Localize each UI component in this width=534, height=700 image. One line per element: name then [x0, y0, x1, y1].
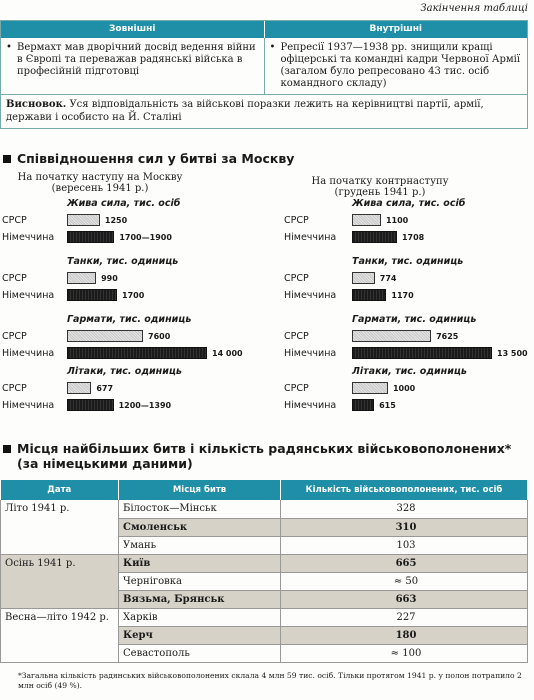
value-ussr: 990	[101, 274, 118, 283]
conclusion-text: Уся відповідальність за військові поразки лежить на керівництві партії, армії, держави і особисто на Й. Сталіні	[6, 99, 484, 123]
bar-germany	[352, 231, 397, 243]
forces-title-text: Співвідношення сил у битві за Москву	[17, 151, 295, 166]
battle-place: Черніговка	[119, 572, 281, 590]
country-label-ussr: СРСР	[284, 383, 309, 394]
country-label-germany: Німеччина	[284, 348, 337, 359]
value-ussr: 774	[379, 274, 397, 283]
left-header-line2: (вересень 1941 р.)	[51, 183, 149, 194]
group-title: Жива сила, тис. осіб	[352, 198, 466, 209]
country-label-germany: Німеччина	[284, 400, 337, 411]
prisoner-count: 103	[281, 536, 528, 554]
col-internal: Внутрішні	[369, 24, 423, 34]
continued-caption: Закінчення таблиці	[420, 3, 528, 14]
col-external: Зовнішні	[1, 21, 265, 38]
prisoner-count: 328	[281, 500, 528, 518]
bar-germany	[352, 399, 374, 411]
causes-row	[1, 38, 527, 94]
battle-place: Севастополь	[119, 645, 281, 663]
battles-title-text: Місця найбільших битв і кількість радянських військовополонених*	[17, 441, 512, 456]
prisoner-count: 227	[281, 609, 528, 627]
period-date: Весна—літо 1942 р.	[1, 609, 119, 663]
bar-germany	[67, 399, 114, 411]
country-label-germany: Німеччина	[2, 232, 55, 243]
value-germany: 1170	[391, 291, 414, 300]
country-label-germany: Німеччина	[2, 400, 55, 411]
col-place: Місця битв	[119, 480, 281, 500]
prisoner-count: ≈ 50	[281, 572, 528, 590]
right-header-line1: На початку контрнаступу	[311, 176, 449, 187]
bar-ussr	[352, 382, 388, 394]
col-count: Кількість військовополонених, тис. осіб	[281, 480, 528, 500]
square-bullet-icon	[3, 445, 11, 453]
battle-place: Умань	[119, 536, 281, 554]
country-label-germany: Німеччина	[284, 232, 337, 243]
country-label-ussr: СРСР	[2, 331, 27, 342]
battle-place: Харків	[119, 609, 281, 627]
battle-place: Вязьма, Брянськ	[119, 590, 281, 608]
group-title: Літаки, тис. одиниць	[67, 366, 182, 377]
prisoner-count: 310	[281, 518, 528, 536]
period-date: Літо 1941 р.	[1, 500, 119, 554]
country-label-ussr: СРСР	[2, 273, 27, 284]
conclusion	[1, 94, 527, 128]
period-date: Осінь 1941 р.	[1, 554, 119, 608]
left-chart-header	[0, 172, 200, 194]
country-label-germany: Німеччина	[2, 348, 55, 359]
col-date: Дата	[1, 480, 119, 500]
value-ussr: 7600	[148, 332, 171, 341]
bar-germany	[67, 347, 207, 359]
external-item: • Вермахт мав дворічний досвід ведення війни в Європі та переважав радянські війська в професійній підготовці	[1, 38, 265, 94]
country-label-ussr: СРСР	[284, 215, 309, 226]
battle-place: Смоленськ	[119, 518, 281, 536]
bar-ussr	[352, 272, 375, 284]
value-germany: 13 500	[497, 349, 528, 358]
group-title: Гармати, тис. одиниць	[67, 314, 192, 325]
bar-germany	[352, 289, 386, 301]
causes-table	[0, 20, 528, 129]
left-header-line1: На початку наступу на Москву	[17, 172, 183, 183]
value-germany: 1700—1900	[119, 233, 172, 242]
value-ussr: 677	[96, 384, 114, 393]
value-ussr: 1000	[392, 384, 416, 393]
group-title: Літаки, тис. одиниць	[352, 366, 467, 377]
country-label-ussr: СРСР	[2, 215, 27, 226]
battles-table-body	[1, 500, 528, 663]
value-germany: 1200—1390	[118, 401, 172, 410]
group-title: Гармати, тис. одиниць	[352, 314, 477, 325]
battles-subtitle: (за німецькими даними)	[17, 456, 193, 471]
right-header-line2: (грудень 1941 р.)	[334, 187, 426, 198]
table-row	[1, 609, 528, 627]
battles-table	[0, 480, 528, 663]
prisoner-count: 663	[281, 590, 528, 608]
footnote: *Загальна кількість радянських військовополонених склала 4 млн 59 тис. осіб. Тільки протягом 1941 р. у полон потрапило 2 млн осіб (49 %).	[18, 671, 522, 690]
country-label-ussr: СРСР	[2, 383, 27, 394]
value-ussr: 7625	[436, 332, 459, 341]
value-germany: 14 000	[212, 349, 243, 358]
country-label-germany: Німеччина	[284, 290, 337, 301]
prisoner-count: 180	[281, 627, 528, 645]
value-germany: 1708	[401, 233, 425, 242]
group-title: Жива сила, тис. осіб	[67, 198, 181, 209]
bar-ussr	[352, 330, 431, 342]
group-title: Танки, тис. одиниць	[352, 256, 464, 267]
bar-germany	[67, 231, 114, 243]
country-label-germany: Німеччина	[2, 290, 55, 301]
internal-item: • Репресії 1937—1938 рр. знищили кращі офіцерські та командні кадри Червоної Армії (загалом було репресовано 43 тис. осіб командного складу)	[265, 38, 528, 94]
value-ussr: 1250	[104, 216, 128, 225]
bar-ussr	[67, 214, 100, 226]
battle-place: Київ	[119, 554, 281, 572]
bar-ussr	[352, 214, 381, 226]
prisoner-count: ≈ 100	[281, 645, 528, 663]
square-bullet-icon	[3, 155, 11, 163]
table-row	[1, 500, 528, 518]
bar-germany	[352, 347, 492, 359]
battle-place: Керч	[119, 627, 281, 645]
battle-place: Білосток—Мінськ	[119, 500, 281, 518]
bar-ussr	[67, 272, 96, 284]
conclusion-label: Висновок.	[6, 99, 67, 110]
causes-table-header	[1, 21, 527, 38]
battles-title	[0, 441, 511, 471]
table-row	[1, 554, 528, 572]
bar-ussr	[67, 382, 91, 394]
value-germany: 1700	[122, 291, 145, 300]
value-ussr: 1100	[385, 216, 409, 225]
group-title: Танки, тис. одиниць	[67, 256, 179, 267]
country-label-ussr: СРСР	[284, 331, 309, 342]
country-label-ussr: СРСР	[284, 273, 309, 284]
bar-germany	[67, 289, 117, 301]
bar-ussr	[67, 330, 143, 342]
right-chart-header	[295, 176, 465, 198]
value-germany: 615	[379, 401, 396, 410]
forces-title	[0, 151, 294, 166]
prisoner-count: 665	[281, 554, 528, 572]
